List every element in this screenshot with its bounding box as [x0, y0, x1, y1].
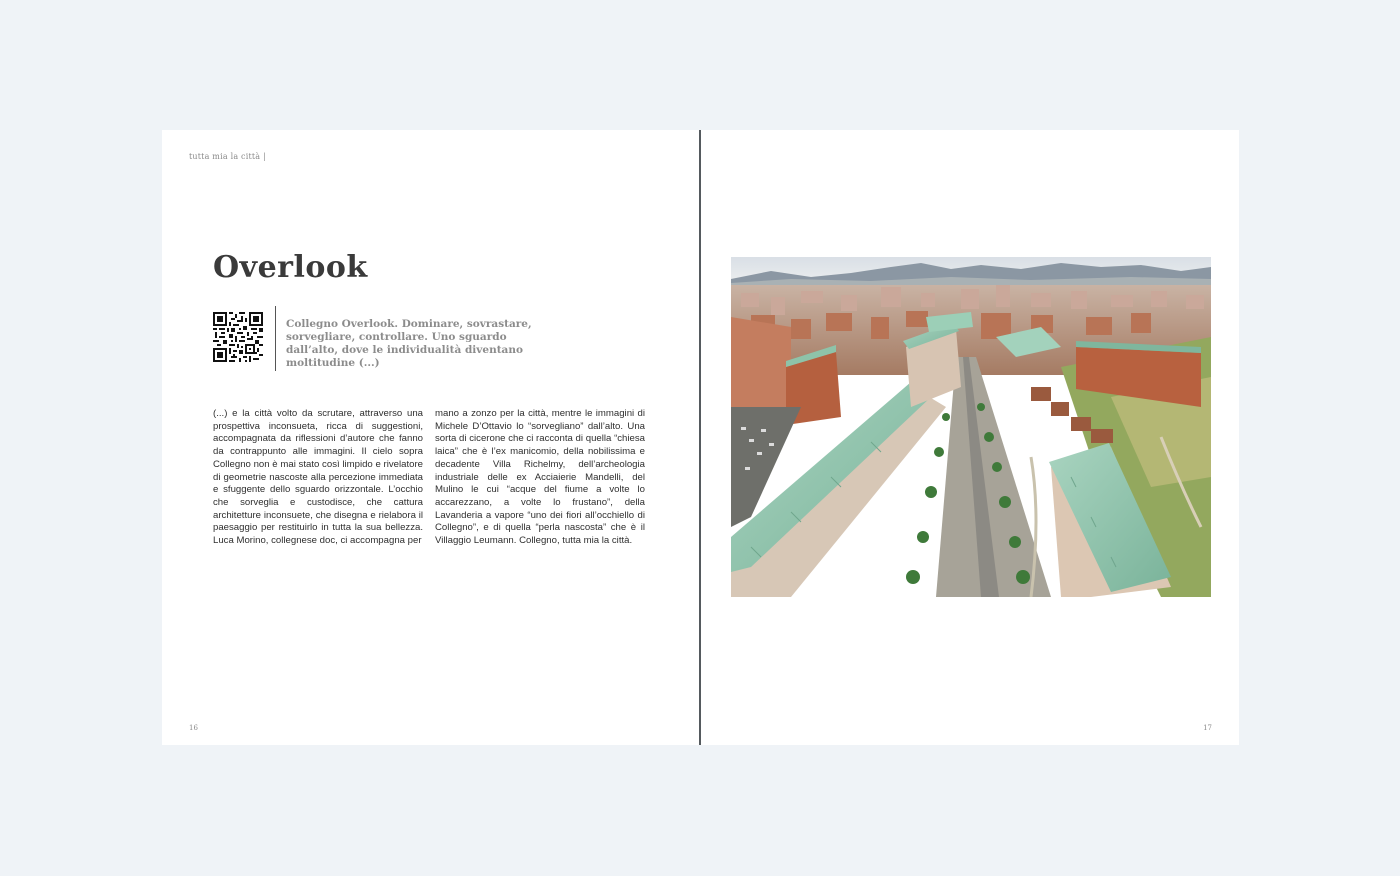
aerial-city-photo[interactable]: [731, 257, 1211, 597]
running-head: tutta mia la città |: [189, 152, 266, 161]
page-number-left: 16: [189, 724, 198, 732]
qr-code-icon[interactable]: [213, 312, 263, 362]
intro-divider: [275, 306, 276, 371]
page-title: Overlook: [213, 250, 368, 285]
body-column-2: mano a zonzo per la città, mentre le immagini di Michele D’Ottavio lo “sorvegliano” dall’alto. Una sorta di cicerone che ci racconta di quella “chiesa laica” che è l’ex manicomio, della nobilissima e decadente Villa Richelmy, dell’archeologia industriale delle ex Acciaierie Mandelli, del Mulino le cui “acque del fiume a volte lo accarezzano, a volte lo frustano”, della Lavanderia a vapore “uno dei fiori all’occhiello di Collegno”, e di quella “perla nascosta” che è il Villaggio Leumann. Collegno, tutta mia la città.: [435, 408, 645, 547]
body-column-1: (...) e la città volto da scrutare, attraverso una prospettiva inconsueta, ricca di suggestioni, accompagnata da riflessioni d’autore che fanno da contrappunto alle immagini. Il cielo sopra Collegno non è mai stato così limpido e rivelatore di geometrie nascoste alla percezione immediata e sfuggente dello sguardo orizzontale. L’occhio che sorveglia e custodisce, che cattura architetture inconsuete, che disegna e rielabora il paesaggio per restituirlo in tutta la sua bellezza. Luca Morino, collegnese doc, ci accompagna per: [213, 408, 423, 547]
left-page: [162, 130, 700, 745]
book-spread: [162, 130, 1239, 745]
right-page: [701, 130, 1239, 745]
page-number-right: 17: [1203, 724, 1212, 732]
intro-text: Collegno Overlook. Dominare, sovrastare, sorvegliare, controllare. Uno sguardo dall’alto, dove le individualità diventano moltitudine (...): [286, 318, 532, 369]
